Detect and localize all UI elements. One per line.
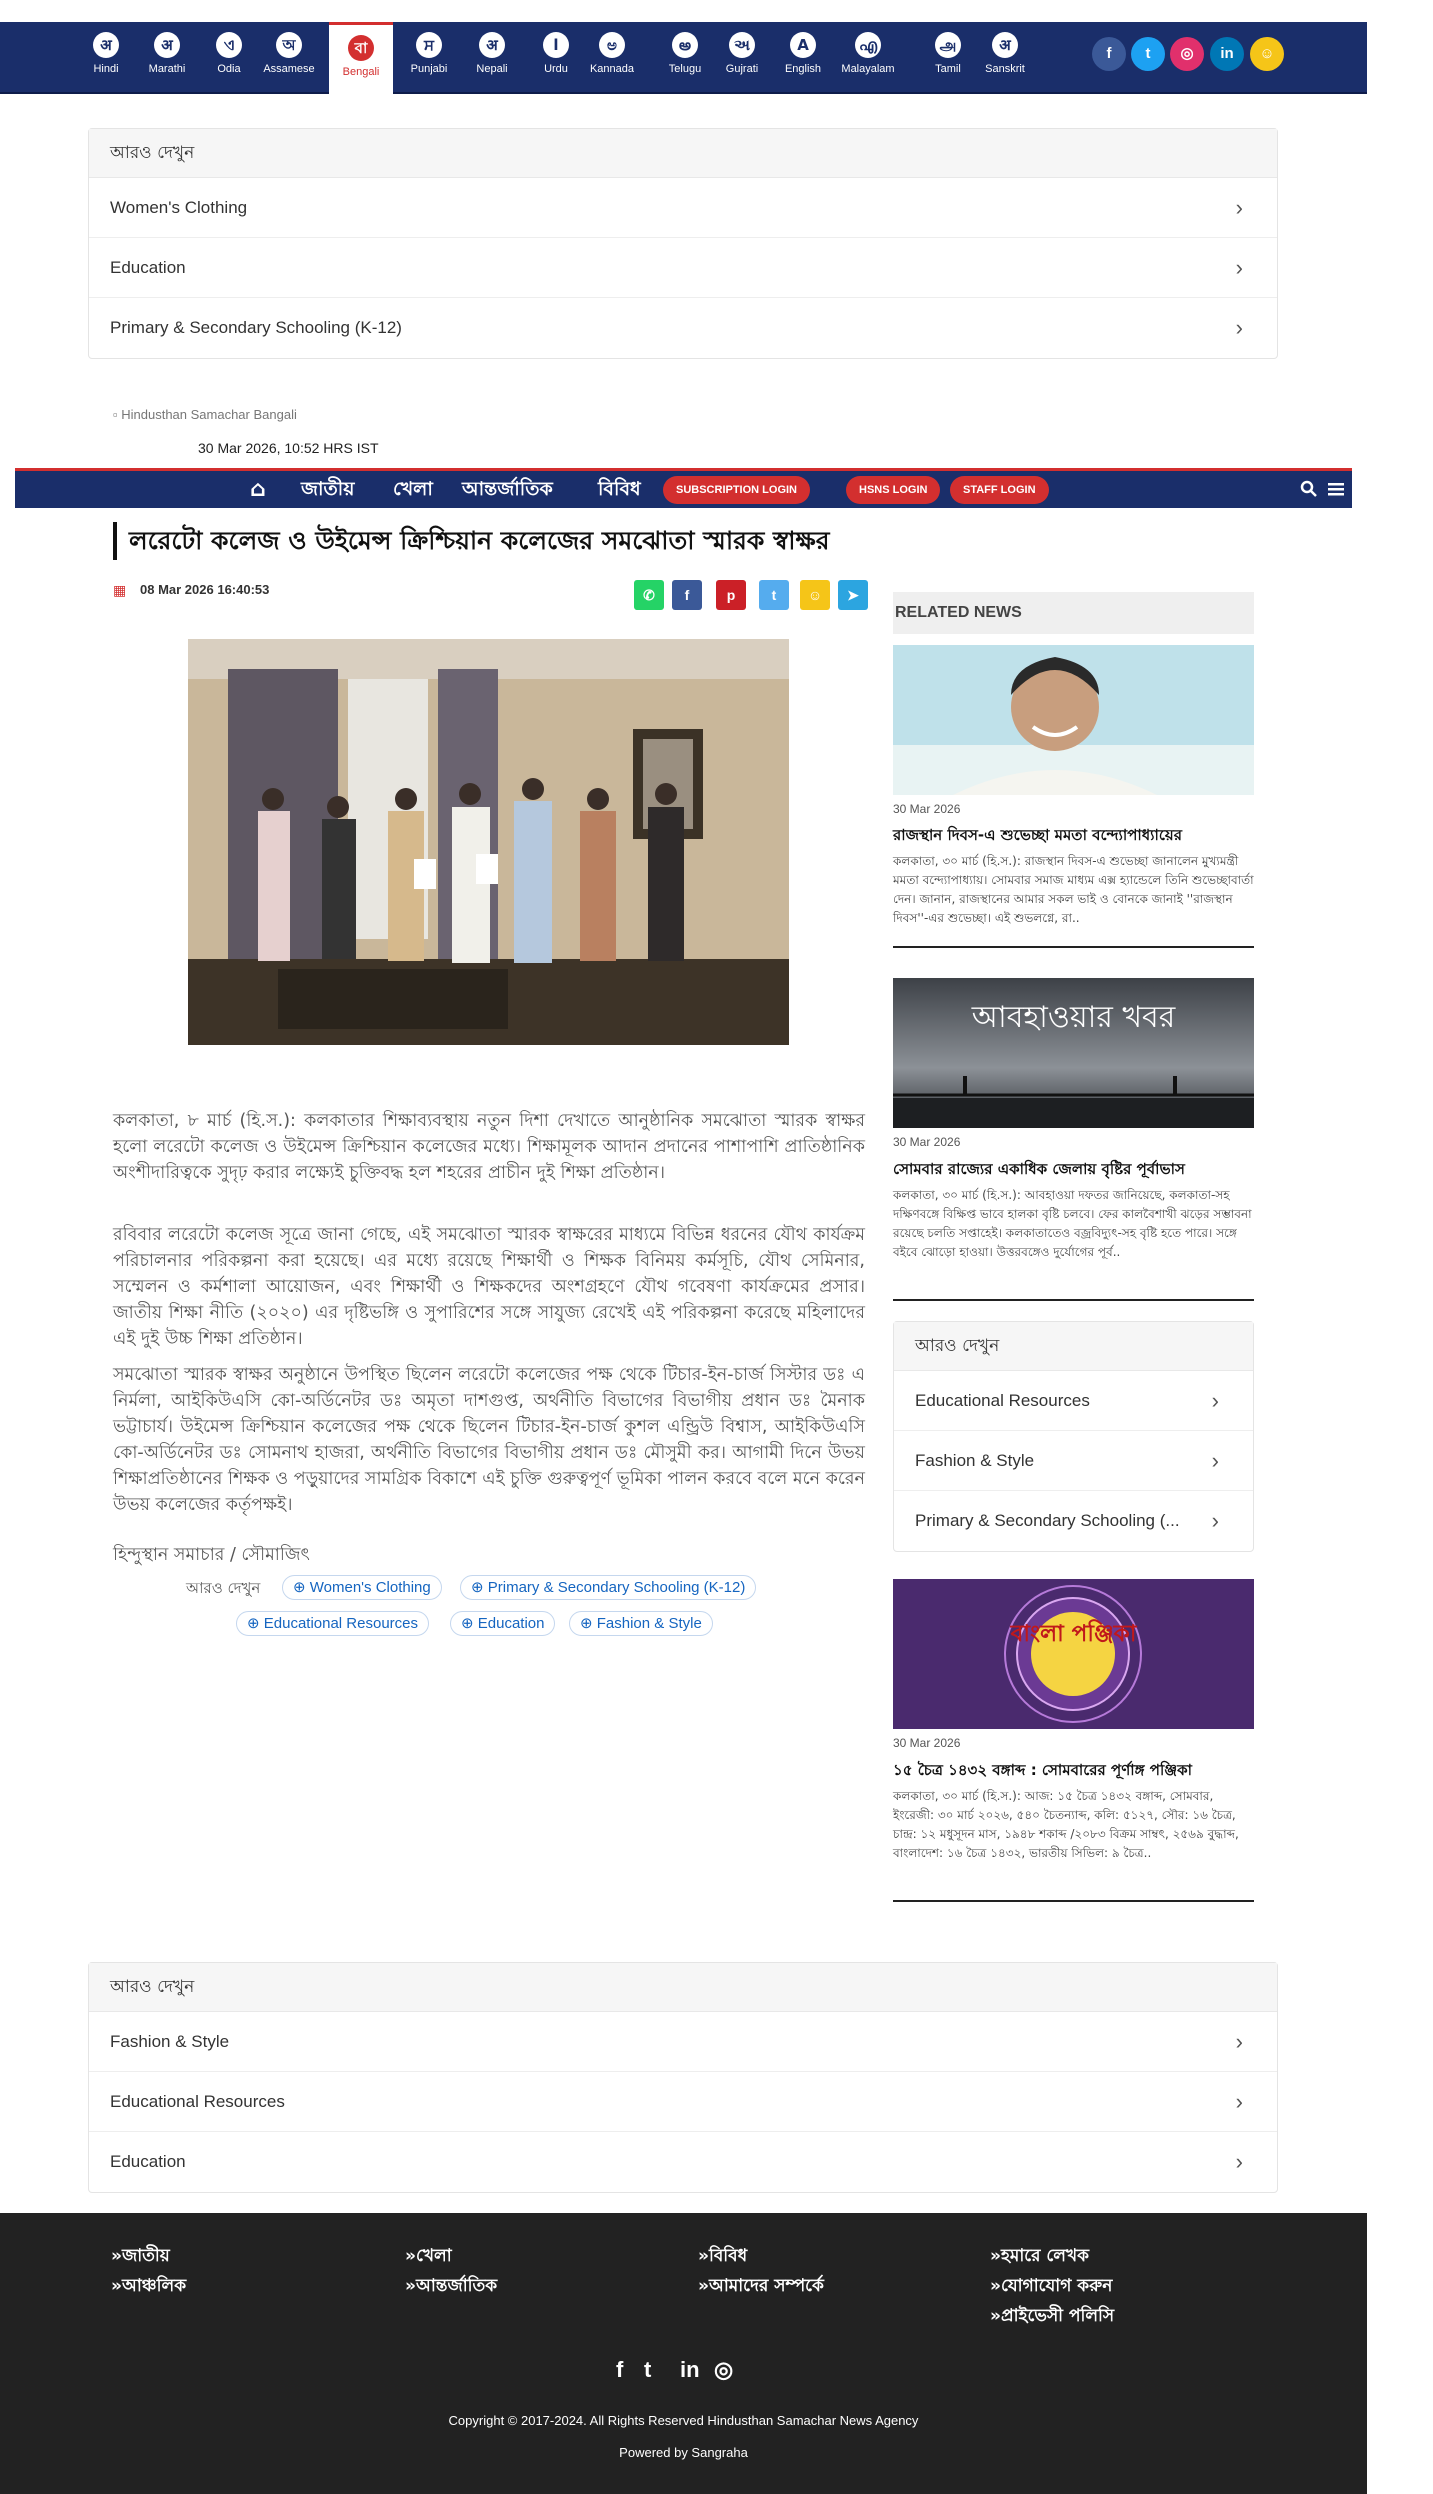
linkedin-icon[interactable]: in <box>1210 37 1244 71</box>
search-icon[interactable] <box>1300 480 1318 498</box>
lang-name: Tamil <box>935 63 961 75</box>
lang-name: Nepali <box>476 63 508 75</box>
lang-tab-hindi[interactable] <box>76 22 136 94</box>
lang-name: Hindi <box>93 63 119 75</box>
image-overlay-text: বাংলা পঞ্জিকা <box>1010 1621 1137 1647</box>
lang-tab-odia[interactable] <box>199 22 259 94</box>
more-link-label: Fashion & Style <box>110 2032 230 2051</box>
lang-tab-urdu[interactable] <box>526 22 586 94</box>
chevron-right-icon: › <box>1235 255 1243 280</box>
lang-tab-malayalam[interactable] <box>838 22 898 94</box>
more-link-label: Education <box>110 2152 186 2171</box>
article-credit: হিন্দুস্থান সমাচার / সৌমাজিৎ <box>113 1545 310 1565</box>
lang-name: English <box>784 63 822 75</box>
instagram-icon[interactable]: ◎ <box>1170 37 1204 71</box>
tag-schooling[interactable] <box>460 1575 756 1600</box>
related-news-date: 30 Mar 2026 <box>893 802 961 816</box>
facebook-icon[interactable]: f <box>672 580 702 610</box>
chevron-right-icon: › <box>1235 2149 1243 2174</box>
tag-fashion-style[interactable] <box>569 1611 713 1636</box>
plus-circle-icon: ⊕ <box>471 1579 488 1596</box>
divider <box>893 1900 1254 1902</box>
more-heading: আরও দেখুন <box>89 129 1277 178</box>
article-paragraph: কলকাতা, ৮ মার্চ (হি.স.): কলকাতার শিক্ষাব্যবস্থায় নতুন দিশা দেখাতে আনুষ্ঠানিক সমঝোতা স্মারক স্বাক্ষর হলো লরেটো কলেজ ও উইমেন্স ক্রিশ্চিয়ান কলেজের মধ্যে। শিক্ষামূলক আদান প্রদানের পাশাপাশি প্রাতিষ্ঠানিক অংশীদারিত্বকে সুদৃঢ় করার লক্ষ্যেই চুক্তিবদ্ধ হল শহরের প্রাচীন দুই শিক্ষা প্রতিষ্ঠান। <box>113 1111 865 1183</box>
more-link-education[interactable] <box>89 2132 1277 2192</box>
tag-label: Primary & Secondary Schooling (K-12) <box>487 1579 746 1596</box>
lang-tab-telugu[interactable] <box>655 22 715 94</box>
twitter-icon[interactable]: t <box>644 2357 652 2382</box>
divider <box>893 946 1254 948</box>
lang-glyph: A <box>790 32 816 58</box>
lang-tab-assamese[interactable] <box>259 22 319 94</box>
more-link-label: Women's Clothing <box>110 198 248 217</box>
lang-glyph: अ <box>154 32 180 58</box>
related-news-title[interactable]: রাজস্থান দিবস-এ শুভেচ্ছা মমতা বন্দ্যোপাধ্যায়ের <box>893 826 1182 844</box>
more-link-womens-clothing[interactable] <box>89 178 1277 238</box>
koo-icon[interactable]: ☺ <box>800 580 830 610</box>
tag-label: Education <box>477 1615 545 1632</box>
chevron-right-icon: › <box>1235 195 1243 220</box>
more-heading: আরও দেখুন <box>894 1322 1253 1371</box>
lang-glyph: ا <box>543 32 569 58</box>
calendar-icon: ▦ <box>113 583 127 599</box>
koo-icon[interactable]: ☺ <box>1250 37 1284 71</box>
footer-link-regional[interactable]: »আঞ্চলিক <box>111 2276 187 2296</box>
image-overlay-text: আবহাওয়ার খবর <box>971 1000 1176 1035</box>
telegram-icon[interactable]: ➤ <box>838 580 868 610</box>
facebook-icon[interactable]: f <box>1092 37 1126 71</box>
home-icon[interactable]: ⌂ <box>250 477 266 502</box>
tags-label: আরও দেখুন <box>186 1579 261 1597</box>
lang-glyph: എ <box>855 32 881 58</box>
footer-link-about[interactable]: »আমাদের সম্পর্কে <box>698 2276 824 2296</box>
more-links-side <box>893 1321 1254 1552</box>
lang-glyph: ಅ <box>599 32 625 58</box>
more-link-educational-resources[interactable] <box>894 1371 1253 1431</box>
lang-name: Bengali <box>342 66 380 78</box>
tag-label: Women's Clothing <box>309 1579 431 1596</box>
chevron-right-icon: › <box>1211 1508 1219 1533</box>
chevron-right-icon: › <box>1211 1448 1219 1473</box>
lang-glyph: अ <box>479 32 505 58</box>
more-link-fashion-style[interactable] <box>894 1431 1253 1491</box>
plus-circle-icon: ⊕ <box>293 1579 310 1596</box>
footer-link-sports[interactable]: »খেলা <box>405 2246 452 2266</box>
related-news-date: 30 Mar 2026 <box>893 1736 961 1750</box>
article-paragraph: সমঝোতা স্মারক স্বাক্ষর অনুষ্ঠানে উপস্থিত ছিলেন লরেটো কলেজের পক্ষ থেকে টিচার-ইন-চার্জ সিস্টার ডঃ এ নির্মলা, আইকিউএসি কো-অর্ডিনেটর ডঃ অমৃতা দাশগুপ্ত, অর্থনীতি বিভাগের বিভাগীয় প্রধান ডঃ মৈনাক ভট্টাচার্য। উইমেন্স ক্রিশ্চিয়ান কলেজের পক্ষ থেকে ছিলেন টিচার-ইন-চার্জ কুশল এন্ড্রিউ বিশ্বাস, আইকিউএসি কো-অর্ডিনেটর ডঃ সোমনাথ হাজরা, অর্থনীতি বিভাগের বিভাগীয় প্রধান ডঃ মৌসুমী কর। আগামী দিনে উভয় শিক্ষাপ্রতিষ্ঠানের শিক্ষক ও পড়ুয়াদের সামগ্রিক বিকাশে এই চুক্তি গুরুত্বপূর্ণ ভূমিকা পালন করবে বলে মনে করেন উভয় কলেজের কর্তৃপক্ষই। <box>113 1365 865 1515</box>
nav-item-sports[interactable]: খেলা <box>393 478 433 500</box>
more-link-education[interactable] <box>89 238 1277 298</box>
lang-glyph: বা <box>348 35 374 61</box>
chevron-right-icon: › <box>1235 2089 1243 2114</box>
lang-tab-gujrati[interactable] <box>712 22 772 94</box>
tag-label: Fashion & Style <box>596 1615 702 1632</box>
lang-name: Marathi <box>148 63 186 75</box>
related-news-image[interactable] <box>893 1579 1254 1729</box>
instagram-icon[interactable]: ◎ <box>714 2357 734 2382</box>
more-link-label: Fashion & Style <box>915 1451 1035 1470</box>
article-paragraph: রবিবার লরেটো কলেজ সূত্রে জানা গেছে, এই সমঝোতা স্মারক স্বাক্ষরের মাধ্যমে বিভিন্ন ধরনের যৌথ কার্যক্রম পরিচালনার পরিকল্পনা করা হয়েছে। এর মধ্যে রয়েছে শিক্ষার্থী ও শিক্ষক বিনিময় কর্মসূচি, যৌথ সেমিনার, সম্মেলন ও কর্মশালা আয়োজন, এবং শিক্ষার্থী ও শিক্ষকদের অংশগ্রহণে যৌথ গবেষণা কার্যক্রমের প্রসার। জাতীয় শিক্ষা নীতি (২০২০) এর দৃষ্টিভঙ্গি ও সুপারিশের সঙ্গে সাযুজ্য রেখেই এই পরিকল্পনা করেছে মহিলাদের এই দুই উচ্চ শিক্ষা প্রতিষ্ঠান। <box>113 1225 865 1349</box>
lang-tab-tamil[interactable] <box>918 22 978 94</box>
footer-link-contact[interactable]: »যোগাযোগ করুন <box>990 2276 1113 2296</box>
lang-glyph: అ <box>672 32 698 58</box>
plus-circle-icon: ⊕ <box>461 1615 478 1632</box>
more-links-top <box>88 128 1278 359</box>
related-news-title[interactable]: ১৫ চৈত্র ১৪৩২ বঙ্গাব্দ : সোমবারের পূর্ণাঙ্গ পঞ্জিকা <box>893 1761 1192 1779</box>
lang-name: Urdu <box>544 63 568 75</box>
more-link-fashion-style[interactable] <box>89 2012 1277 2072</box>
lang-glyph: ଏ <box>216 32 242 58</box>
nav-item-misc[interactable]: বিবিধ <box>598 478 641 500</box>
footer-link-international[interactable]: »আন্তর্জাতিক <box>405 2276 498 2296</box>
lang-tab-sanskrit[interactable] <box>975 22 1035 94</box>
related-news-date: 30 Mar 2026 <box>893 1135 961 1149</box>
lang-tab-bengali[interactable] <box>329 22 393 94</box>
linkedin-icon[interactable]: in <box>680 2357 700 2382</box>
nav-item-national[interactable]: জাতীয় <box>301 478 355 500</box>
lang-name: Odia <box>217 63 241 75</box>
site-logo[interactable] <box>113 407 297 422</box>
lang-glyph: ਸ <box>416 32 442 58</box>
powered-by[interactable]: Powered by Sangraha <box>619 2445 748 2460</box>
plus-circle-icon: ⊕ <box>247 1615 264 1632</box>
twitter-icon[interactable]: t <box>1131 37 1165 71</box>
more-link-label: Educational Resources <box>915 1391 1090 1410</box>
site-footer <box>0 2213 1367 2494</box>
more-link-label: Education <box>110 258 186 277</box>
pinterest-icon[interactable]: p <box>716 580 746 610</box>
related-news-image[interactable] <box>893 645 1254 795</box>
more-heading: আরও দেখুন <box>89 1963 1277 2012</box>
broken-image-icon: ▫ <box>113 407 118 422</box>
more-link-schooling[interactable] <box>89 298 1277 358</box>
facebook-icon[interactable]: f <box>616 2357 624 2382</box>
staff-login-button[interactable]: STAFF LOGIN <box>950 476 1049 504</box>
nav-item-international[interactable]: আন্তর্জাতিক <box>462 478 553 500</box>
footer-link-writers[interactable]: »হমারে লেখক <box>990 2246 1090 2266</box>
menu-icon[interactable] <box>1328 481 1344 497</box>
lang-glyph: অ <box>276 32 302 58</box>
whatsapp-icon[interactable]: ✆ <box>634 580 664 610</box>
subscription-login-button[interactable]: SUBSCRIPTION LOGIN <box>663 476 810 504</box>
chevron-right-icon: › <box>1235 315 1243 340</box>
related-news-title[interactable]: সোমবার রাজ্যের একাধিক জেলায় বৃষ্টির পূর্বাভাস <box>893 1160 1185 1178</box>
lang-glyph: அ <box>935 32 961 58</box>
lang-name: Punjabi <box>410 63 448 75</box>
hsns-login-button[interactable]: HSNS LOGIN <box>846 476 940 504</box>
lang-glyph: अ <box>93 32 119 58</box>
more-links-bottom <box>88 1962 1278 2193</box>
tag-educational-resources[interactable] <box>236 1611 429 1636</box>
footer-link-privacy[interactable]: »প্রাইভেসী পলিসি <box>990 2306 1115 2326</box>
lang-name: Kannada <box>589 63 635 75</box>
lang-name: Assamese <box>263 63 315 75</box>
related-news-image[interactable] <box>893 978 1254 1128</box>
lang-glyph: अ <box>992 32 1018 58</box>
current-datetime: 30 Mar 2026, 10:52 HRS IST <box>198 440 379 456</box>
more-link-label: Primary & Secondary Schooling (... <box>915 1511 1180 1530</box>
more-link-label: Educational Resources <box>110 2092 285 2111</box>
related-news-summary: কলকাতা, ৩০ মার্চ (হি.স.): আজ: ১৫ চৈত্র ১৪৩২ বঙ্গাব্দ, সোমবার, ইংরেজী: ৩০ মার্চ ২০২৬, ৫৪০ চৈতন্যাব্দ, কলি: ৫১২৭, সৌর: ১৬ চৈত্র, চান্দ্র: ১২ মধুসূদন মাস, ১৯৪৮ শকাব্দ /২০৮৩ বিক্রম সাম্বৎ, ২৫৬৯ বুদ্ধাব্দ, বাংলাদেশ: ১৬ চৈত্র ১৪৩২, ভারতীয় সিভিল: ৯ চৈত্র.. <box>893 1789 1239 1860</box>
footer-link-national[interactable]: »জাতীয় <box>111 2246 170 2266</box>
related-news-heading: RELATED NEWS <box>893 592 1254 634</box>
related-news-summary: কলকাতা, ৩০ মার্চ (হি.স.): আবহাওয়া দফতর জানিয়েছে, কলকাতা-সহ দক্ষিণবঙ্গে বিক্ষিপ্ত ভাবে হালকা বৃষ্টি চলবে। ফের কালবৈশাখী ঝড়ের সম্ভাবনা রয়েছে চলতি সপ্তাহেই। কলকাতাতেও বজ্রবিদ্যুৎ-সহ বৃষ্টি হতে পারে। সঙ্গে বইবে ঝোড়ো হাওয়া। উত্তরবঙ্গেও দুর্যোগের পূর্ব.. <box>893 1188 1252 1259</box>
lang-tab-kannada[interactable] <box>582 22 642 94</box>
article-title: লরেটো কলেজ ও উইমেন্স ক্রিশ্চিয়ান কলেজের সমঝোতা স্মারক স্বাক্ষর <box>113 522 963 560</box>
chevron-right-icon: › <box>1211 1388 1219 1413</box>
lang-name: Telugu <box>668 63 702 75</box>
article-image <box>188 639 789 1045</box>
footer-link-misc[interactable]: »বিবিধ <box>698 2246 748 2266</box>
tag-womens-clothing[interactable] <box>282 1575 442 1600</box>
lang-tab-marathi[interactable] <box>137 22 197 94</box>
lang-tab-english[interactable] <box>773 22 833 94</box>
article-date: 08 Mar 2026 16:40:53 <box>140 582 270 597</box>
lang-tab-nepali[interactable] <box>462 22 522 94</box>
lang-name: Sanskrit <box>985 63 1025 75</box>
more-link-label: Primary & Secondary Schooling (K-12) <box>110 318 402 337</box>
related-news-summary: কলকাতা, ৩০ মার্চ (হি.স.): রাজস্থান দিবস-এ শুভেচ্ছা জানালেন মুখ্যমন্ত্রী মমতা বন্দ্যোপাধ্যায়। সোমবার সমাজ মাধ্যম এক্স হ্যান্ডেলে তিনি শুভেচ্ছাবার্তা দেন। জানান, রাজস্থানের আমার সকল ভাই ও বোনকে জানাই ''রাজস্থান দিবস''-এর শুভেচ্ছা। এই শুভলগ্নে, রা.. <box>893 854 1254 925</box>
lang-name: Gujrati <box>725 63 759 75</box>
main-nav <box>15 468 1352 508</box>
lang-name: Malayalam <box>841 63 895 75</box>
logo-alt-text: Hindusthan Samachar Bangali <box>121 407 297 422</box>
tag-label: Educational Resources <box>263 1615 419 1632</box>
language-bar <box>0 22 1367 94</box>
lang-glyph: અ <box>729 32 755 58</box>
divider <box>893 1299 1254 1301</box>
more-link-schooling[interactable] <box>894 1491 1253 1551</box>
copyright: Copyright © 2017-2024. All Rights Reserved Hindusthan Samachar News Agency <box>448 2413 919 2428</box>
lang-tab-punjabi[interactable] <box>399 22 459 94</box>
chevron-right-icon: › <box>1235 2029 1243 2054</box>
plus-circle-icon: ⊕ <box>580 1615 597 1632</box>
tag-education[interactable] <box>450 1611 555 1636</box>
more-link-educational-resources[interactable] <box>89 2072 1277 2132</box>
twitter-icon[interactable]: t <box>759 580 789 610</box>
